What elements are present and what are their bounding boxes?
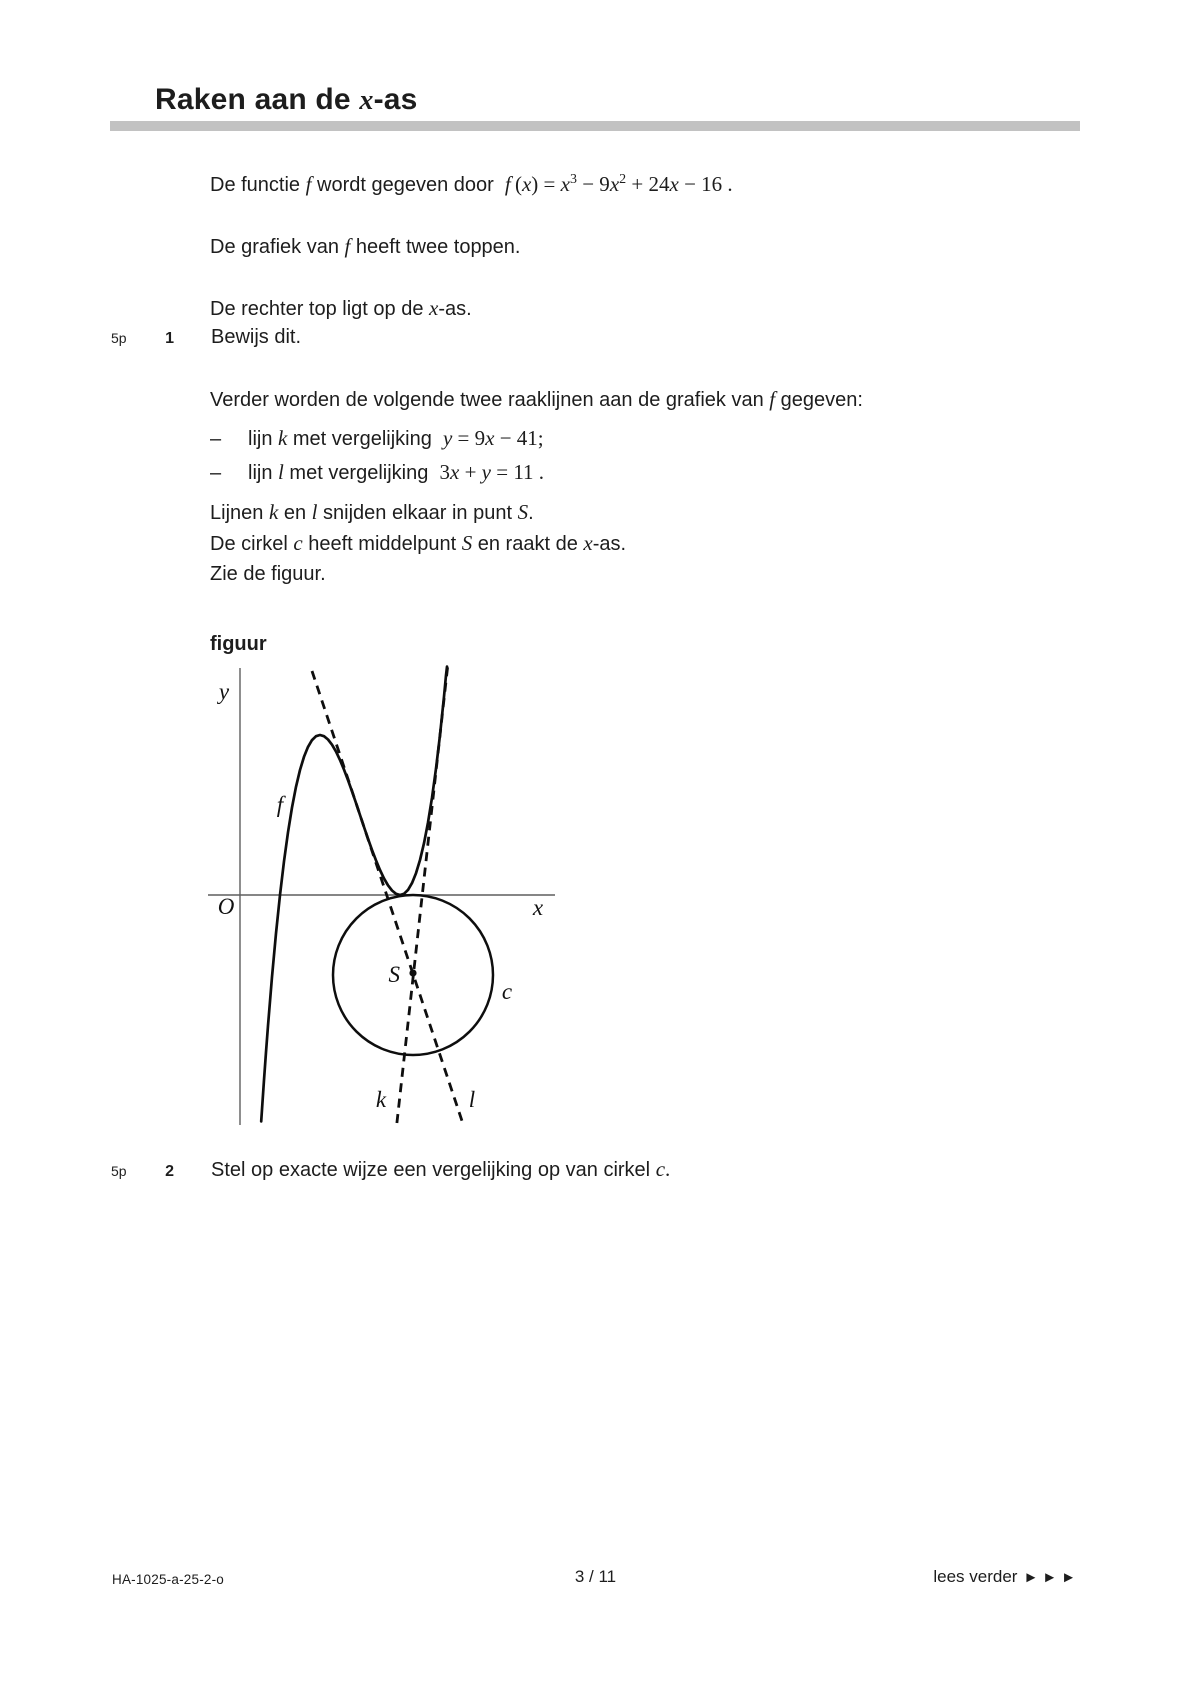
list-item-line-k xyxy=(210,424,544,454)
point-s-label: S xyxy=(388,962,400,987)
text-segment: x xyxy=(583,531,593,555)
text-segment: gegeven: xyxy=(775,389,863,411)
text-segment: en raakt de xyxy=(472,533,584,555)
line-circle xyxy=(210,533,626,555)
list-item-line-k-text xyxy=(248,428,544,450)
list-item-line-l xyxy=(210,458,544,488)
question-2-number: 2 xyxy=(165,1163,174,1180)
text-segment: + xyxy=(459,460,482,484)
figure-caption: figuur xyxy=(210,633,267,655)
line-l-label: l xyxy=(468,1087,476,1112)
paragraph-function-definition xyxy=(210,170,733,202)
text-segment: De rechter top ligt op de xyxy=(210,298,430,320)
text-segment: k xyxy=(268,500,279,524)
text-segment: Zie de figuur. xyxy=(210,563,326,585)
curve-f-label: f xyxy=(276,792,284,817)
text-segment: x xyxy=(359,85,374,116)
text-segment: Stel op exacte wijze een vergelijking op van cirkel xyxy=(211,1159,656,1181)
text-segment: y xyxy=(442,426,453,450)
text-segment: x xyxy=(609,172,620,196)
text-segment: + 24 xyxy=(626,172,670,196)
text-segment: f xyxy=(504,172,511,196)
text-segment: Verder worden de volgende twee raaklijnen aan de grafiek van xyxy=(210,389,770,411)
paragraph-right-top xyxy=(210,294,472,324)
continue-arrows-icon: ►►► xyxy=(1023,1569,1080,1586)
list-bullet: – xyxy=(210,462,222,484)
text-segment: . xyxy=(665,1157,671,1181)
text-segment: De grafiek van xyxy=(210,236,345,258)
text-segment: x xyxy=(449,460,460,484)
text-segment: . xyxy=(528,502,534,524)
footer-page-number: 3 / 11 xyxy=(574,1567,617,1586)
text-segment: l xyxy=(311,500,318,524)
question-1-points: 5p xyxy=(111,330,127,346)
text-segment: = 11 . xyxy=(490,460,545,484)
text-segment: c xyxy=(655,1157,666,1181)
text-segment: x xyxy=(560,172,570,196)
footer-document-code: HA-1025-a-25-2-o xyxy=(112,1572,225,1587)
text-segment: f xyxy=(305,172,312,196)
x-axis-label: x xyxy=(532,895,544,920)
line-see-figure xyxy=(210,563,326,585)
text-segment: c xyxy=(293,531,303,555)
text-segment: x xyxy=(429,296,439,320)
text-segment: De cirkel xyxy=(210,533,294,555)
text-segment: met vergelijking xyxy=(287,428,443,450)
text-segment: f xyxy=(344,234,351,258)
text-segment: en xyxy=(278,502,312,524)
text-segment: lijn xyxy=(248,428,279,450)
paragraph-intersection-circle xyxy=(210,497,626,589)
paragraph-graph-tops xyxy=(210,232,521,262)
point-s-dot xyxy=(409,969,416,976)
footer-continue xyxy=(933,1567,1080,1587)
list-item-line-l-text xyxy=(248,462,544,484)
list-bullet: – xyxy=(210,428,222,450)
text-segment: snijden elkaar in punt xyxy=(317,502,518,524)
text-segment: S xyxy=(461,531,473,555)
page-title xyxy=(155,85,418,115)
text-segment: ( xyxy=(510,172,522,196)
circle-c-label: c xyxy=(501,979,513,1004)
question-1-text xyxy=(211,326,301,348)
text-segment: 3 xyxy=(439,460,450,484)
text-segment: x xyxy=(521,172,532,196)
text-segment: − 41; xyxy=(494,426,544,450)
text-segment: ) = xyxy=(531,172,561,196)
text-segment: lijn xyxy=(248,462,279,484)
text-segment: -as. xyxy=(592,533,627,555)
text-segment: k xyxy=(278,426,288,450)
text-segment: met vergelijking xyxy=(283,462,440,484)
text-segment: f xyxy=(769,387,776,411)
title-divider xyxy=(110,121,1080,131)
text-segment: 2 xyxy=(619,172,627,187)
text-segment: = 9 xyxy=(452,426,486,450)
footer-continue-label: lees verder xyxy=(933,1567,1018,1586)
origin-label: O xyxy=(217,894,235,919)
paragraph-tangent-lines xyxy=(210,385,863,415)
text-segment: Lijnen xyxy=(210,502,269,524)
question-2-points: 5p xyxy=(111,1163,127,1179)
text-segment: Raken aan de xyxy=(155,83,360,116)
y-axis-label: y xyxy=(218,679,230,704)
text-segment: heeft twee toppen. xyxy=(350,236,521,258)
text-segment: -as. xyxy=(438,298,472,320)
question-2-text xyxy=(211,1159,670,1181)
text-segment: wordt gegeven door xyxy=(311,174,505,196)
question-1-row xyxy=(111,323,301,353)
line-intersect xyxy=(210,502,534,524)
text-segment: − 9 xyxy=(576,172,610,196)
question-1-number: 1 xyxy=(165,330,174,347)
text-segment: Bewijs dit. xyxy=(211,326,302,348)
question-2-row xyxy=(111,1155,670,1186)
text-segment: x xyxy=(485,426,495,450)
text-segment: S xyxy=(517,500,529,524)
text-segment: -as xyxy=(373,83,418,116)
text-segment: y xyxy=(481,460,491,484)
line-k-label: k xyxy=(375,1087,387,1112)
text-segment: De functie xyxy=(210,174,306,196)
text-segment: 3 xyxy=(569,172,577,187)
figure-graph xyxy=(190,615,570,1135)
text-segment: heeft middelpunt xyxy=(302,533,462,555)
text-segment: − 16 . xyxy=(678,172,733,196)
text-segment: l xyxy=(278,460,284,484)
text-segment: x xyxy=(669,172,679,196)
